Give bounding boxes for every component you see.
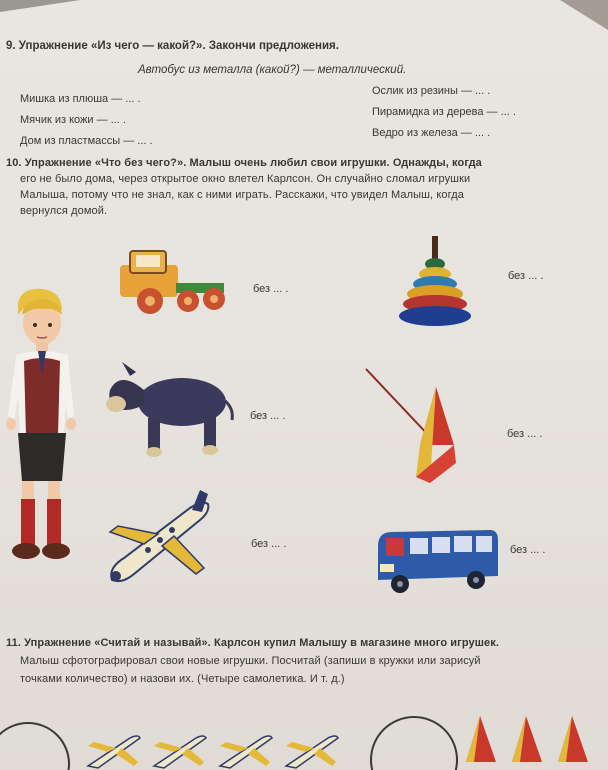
ex9-left-item: Мячик из кожи — ... . — [20, 114, 126, 126]
ex9-title: 9. Упражнение «Из чего — какой?». Закончи предложения. — [6, 40, 339, 52]
ex9-right-item: Пирамидка из дерева — ... . — [372, 106, 516, 118]
small-airplane-icon — [84, 728, 144, 770]
ex9-right-item: Ослик из резины — ... . — [372, 85, 491, 97]
bez-label-truck: без ... . — [253, 283, 289, 295]
bez-label-bus: без ... . — [510, 544, 546, 556]
small-boat-icon — [506, 712, 546, 770]
boat-toy-icon — [360, 365, 460, 490]
small-airplane-icon — [150, 728, 210, 770]
ex11-line: точками количество) и назови их. (Четыре самолетика. И т. д.) — [20, 673, 345, 685]
small-boat-icon — [460, 712, 500, 770]
truck-toy-icon — [110, 245, 230, 320]
ex9-example: Автобус из металла (какой?) — металлический. — [138, 64, 407, 76]
airplane-toy-icon — [104, 488, 216, 588]
boy-illustration — [4, 285, 80, 570]
bez-label-boat: без ... . — [507, 428, 543, 440]
bez-label-donkey: без ... . — [250, 410, 286, 422]
small-boat-icon — [552, 712, 592, 770]
count-circle[interactable] — [370, 716, 458, 770]
ex11-line: Малыш сфотографировал свои новые игрушки. Посчитай (запиши в кружки или зарисуй — [20, 655, 481, 667]
bus-toy-icon — [372, 524, 502, 599]
donkey-toy-icon — [100, 360, 240, 460]
ex9-left-item: Мишка из плюша — ... . — [20, 93, 141, 105]
ex10-line: его не было дома, через открытое окно влетел Карлсон. Он случайно сломал игрушки — [20, 173, 471, 185]
ex9-right-item: Ведро из железа — ... . — [372, 127, 491, 139]
ex10-line: вернулся домой. — [20, 205, 108, 217]
small-airplane-icon — [282, 728, 342, 770]
page-corner-shadow — [0, 0, 608, 30]
bez-label-airplane: без ... . — [251, 538, 287, 550]
bez-label-pyramid: без ... . — [508, 270, 544, 282]
ex10-line: 10. Упражнение «Что без чего?». Малыш очень любил свои игрушки. Однажды, когда — [6, 157, 482, 169]
ex10-line: Малыша, потому что не знал, как с ними играть. Расскажи, что увидел Малыш, когда — [20, 189, 464, 201]
ex11-line: 11. Упражнение «Считай и называй». Карлсон купил Малышу в магазине много игрушек. — [6, 637, 499, 649]
small-airplane-icon — [216, 728, 276, 770]
ex9-left-item: Дом из пластмассы — ... . — [20, 135, 153, 147]
count-circle[interactable] — [0, 722, 70, 770]
pyramid-toy-icon — [396, 232, 476, 332]
